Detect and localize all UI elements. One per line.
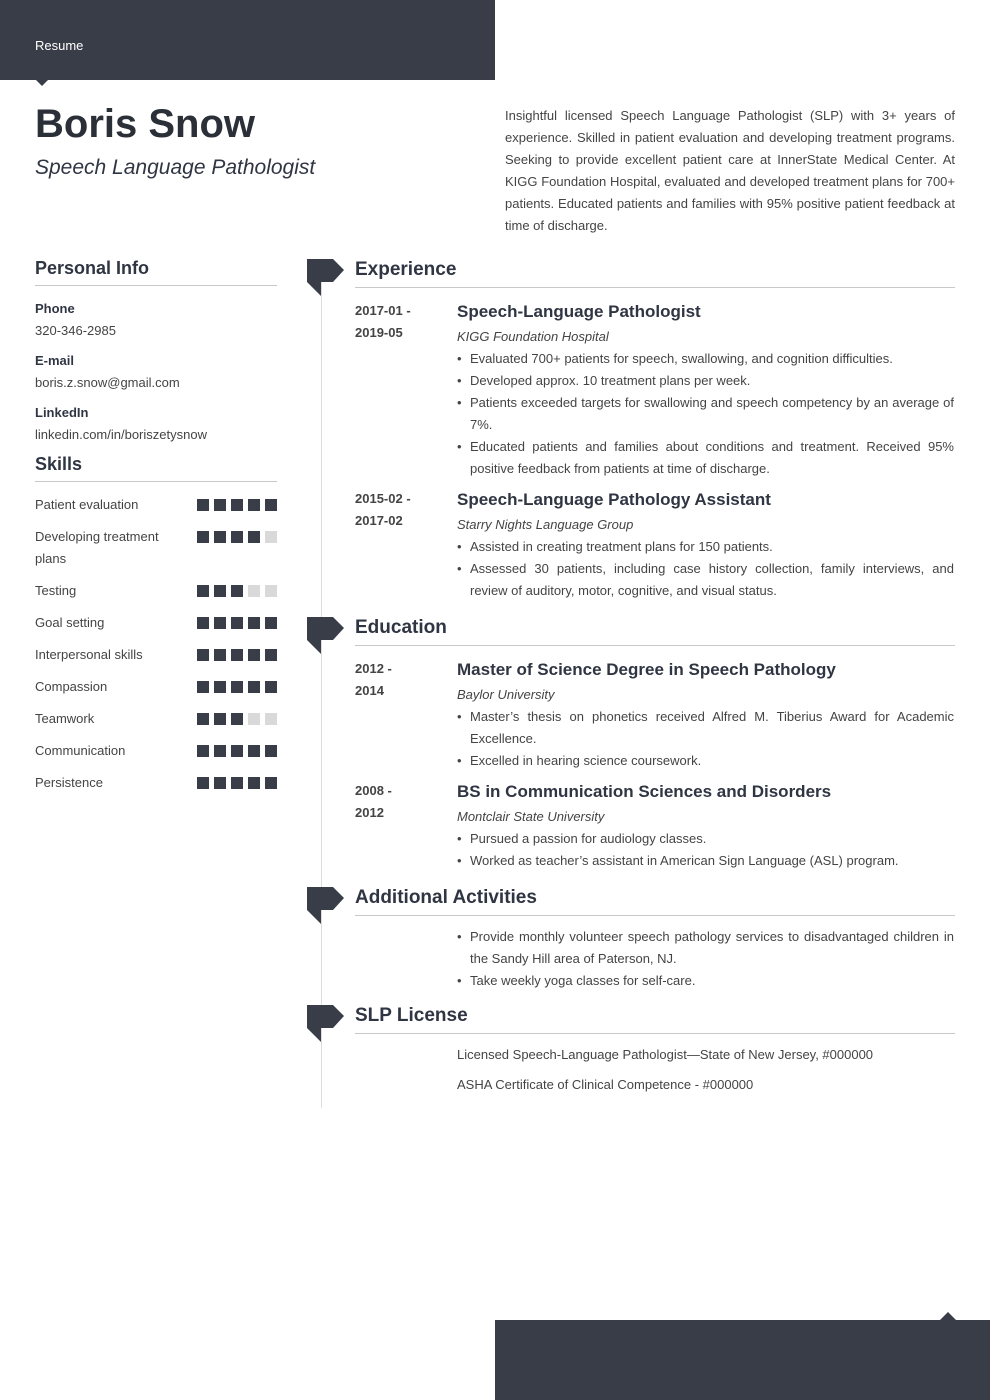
skill-row <box>35 772 277 794</box>
timeline-line <box>321 282 322 1108</box>
skill-level-meter <box>197 499 277 511</box>
entry-organization: Baylor University <box>457 687 555 702</box>
phone-label: Phone <box>35 301 75 316</box>
entry-title: Master of Science Degree in Speech Pathology <box>457 660 836 679</box>
skill-level-square <box>248 531 260 543</box>
bullet-item: • Excelled in hearing science coursework. <box>457 750 954 772</box>
skill-level-square <box>214 681 226 693</box>
education-entry <box>355 780 955 872</box>
skill-name: Interpersonal skills <box>35 647 143 662</box>
skill-level-square <box>231 777 243 789</box>
skill-level-square <box>248 777 260 789</box>
skill-row <box>35 526 277 570</box>
entry-organization: Montclair State University <box>457 809 605 824</box>
skill-row <box>35 644 277 666</box>
skill-name: Communication <box>35 743 126 758</box>
education-section <box>355 617 955 872</box>
skill-level-square <box>214 649 226 661</box>
linkedin-value: linkedin.com/in/boriszetysnow <box>35 427 207 442</box>
entry-title: Speech-Language Pathology Assistant <box>457 490 771 509</box>
skill-level-square <box>214 531 226 543</box>
bullet-item: • Take weekly yoga classes for self-care. <box>457 970 954 992</box>
skill-level-square <box>197 777 209 789</box>
skill-level-square <box>248 745 260 757</box>
bullet-item: • Pursued a passion for audiology classes. <box>457 828 954 850</box>
entry-bullets <box>457 828 954 872</box>
skill-row <box>35 740 277 762</box>
skills-list <box>35 494 277 794</box>
skill-level-meter <box>197 745 277 757</box>
bullet-item: • Provide monthly volunteer speech pathology services to disadvantaged children in the Sandy Hill area of Paterson, NJ. <box>457 926 954 970</box>
activities-heading: Additional Activities <box>355 887 955 916</box>
skill-name: Teamwork <box>35 711 95 726</box>
experience-entry <box>355 488 955 602</box>
skill-level-square <box>214 713 226 725</box>
skill-level-square <box>197 681 209 693</box>
skill-row <box>35 676 277 698</box>
date-start: 2012 - <box>355 661 392 676</box>
entry-bullets <box>457 348 954 480</box>
date-start: 2017-01 - <box>355 303 411 318</box>
skill-level-square <box>265 649 277 661</box>
education-heading: Education <box>355 617 955 646</box>
resume-label: Resume <box>35 38 84 53</box>
bullet-item: • Patients exceeded targets for swallowing and speech competency by an average of 7%. <box>457 392 954 436</box>
skill-level-square <box>231 681 243 693</box>
date-start: 2015-02 - <box>355 491 411 506</box>
skill-name: Developing treatment plans <box>35 529 159 566</box>
entry-date <box>355 780 445 824</box>
skill-level-square <box>231 713 243 725</box>
skill-level-square <box>231 745 243 757</box>
skill-level-square <box>197 585 209 597</box>
skill-level-square <box>265 713 277 725</box>
entry-title: Speech-Language Pathologist <box>457 302 701 321</box>
license-line: Licensed Speech-Language Pathologist—State of New Jersey, #000000 <box>457 1047 874 1062</box>
candidate-name: Boris Snow <box>35 102 256 146</box>
experience-flag-icon <box>307 259 344 299</box>
skill-level-meter <box>197 531 277 543</box>
license-flag-icon <box>307 1005 344 1045</box>
skill-level-meter <box>197 681 277 693</box>
skills-heading: Skills <box>35 454 277 482</box>
skill-level-square <box>231 499 243 511</box>
education-entry <box>355 658 955 772</box>
skill-level-square <box>265 681 277 693</box>
skill-level-square <box>197 745 209 757</box>
skill-level-square <box>231 617 243 629</box>
entry-date <box>355 658 445 702</box>
footer-band <box>495 1320 990 1400</box>
skill-name: Persistence <box>35 775 103 790</box>
entry-bullets <box>457 706 954 772</box>
skill-row <box>35 494 277 516</box>
skill-level-square <box>214 777 226 789</box>
entry-organization: KIGG Foundation Hospital <box>457 329 609 344</box>
license-heading: SLP License <box>355 1005 955 1034</box>
skill-level-square <box>214 499 226 511</box>
left-column <box>35 258 277 804</box>
bullet-item: • Worked as teacher’s assistant in American Sign Language (ASL) program. <box>457 850 954 872</box>
phone-value: 320-346-2985 <box>35 323 116 338</box>
skill-name: Testing <box>35 583 77 598</box>
skill-level-square <box>214 745 226 757</box>
skill-level-meter <box>197 585 277 597</box>
activities-bullets <box>457 926 954 992</box>
activities-section <box>355 887 955 992</box>
skill-level-square <box>197 531 209 543</box>
bullet-item: • Educated patients and families about conditions and treatment. Received 95% positive feedback from patients at time of discharge. <box>457 436 954 480</box>
skill-level-square <box>214 617 226 629</box>
education-flag-icon <box>307 617 344 657</box>
skill-level-square <box>197 649 209 661</box>
entry-title: BS in Communication Sciences and Disorders <box>457 782 832 801</box>
entry-date <box>355 300 445 344</box>
skill-level-square <box>214 585 226 597</box>
entry-date <box>355 488 445 532</box>
skill-level-square <box>265 617 277 629</box>
skill-level-square <box>197 499 209 511</box>
header-notch <box>34 78 50 86</box>
skill-name: Compassion <box>35 679 108 694</box>
skill-name: Goal setting <box>35 615 105 630</box>
skill-level-square <box>197 713 209 725</box>
skill-level-meter <box>197 617 277 629</box>
footer-notch <box>940 1312 956 1320</box>
summary: Insightful licensed Speech Language Pathologist (SLP) with 3+ years of experience. Skilled in patient evaluation and developing treatment programs. Seeking to provide excellent patient care at InnerState Medical Center. At KIGG Foundation Hospital, evaluated and developed treatment plans for 700+ patients. Educated patients and families with 95% positive patient feedback at time of discharge. <box>505 108 955 233</box>
skill-level-square <box>265 499 277 511</box>
date-end: 2014 <box>355 683 384 698</box>
experience-section <box>355 259 955 602</box>
skill-level-meter <box>197 777 277 789</box>
skill-row <box>35 612 277 634</box>
skill-level-meter <box>197 713 277 725</box>
activities-flag-icon <box>307 887 344 927</box>
skill-level-square <box>248 617 260 629</box>
skill-level-meter <box>197 649 277 661</box>
skill-row <box>35 708 277 730</box>
bullet-item: • Master’s thesis on phonetics received Alfred M. Tiberius Award for Academic Excellence. <box>457 706 954 750</box>
skill-level-square <box>248 649 260 661</box>
date-end: 2012 <box>355 805 384 820</box>
date-end: 2019-05 <box>355 325 403 340</box>
skill-level-square <box>248 499 260 511</box>
skill-level-square <box>231 531 243 543</box>
bullet-item: • Assessed 30 patients, including case history collection, family interviews, and review of auditory, motor, cognitive, and visual status. <box>457 558 954 602</box>
bullet-item: • Assisted in creating treatment plans for 150 patients. <box>457 536 954 558</box>
skill-level-square <box>265 777 277 789</box>
skill-level-square <box>265 531 277 543</box>
skill-name: Patient evaluation <box>35 497 139 512</box>
license-line: ASHA Certificate of Clinical Competence - #000000 <box>457 1077 754 1092</box>
skill-level-square <box>265 745 277 757</box>
skill-level-square <box>248 713 260 725</box>
bullet-item: • Evaluated 700+ patients for speech, swallowing, and cognition difficulties. <box>457 348 954 370</box>
skill-level-square <box>197 617 209 629</box>
experience-heading: Experience <box>355 259 955 288</box>
skill-level-square <box>265 585 277 597</box>
bullet-item: • Developed approx. 10 treatment plans per week. <box>457 370 954 392</box>
date-end: 2017-02 <box>355 513 403 528</box>
email-value: boris.z.snow@gmail.com <box>35 375 180 390</box>
entry-bullets <box>457 536 954 602</box>
skill-level-square <box>248 681 260 693</box>
skill-row <box>35 580 277 602</box>
license-section <box>355 1005 955 1104</box>
linkedin-label: LinkedIn <box>35 405 89 420</box>
candidate-job-title: Speech Language Pathologist <box>35 156 316 179</box>
email-label: E-mail <box>35 353 75 368</box>
date-start: 2008 - <box>355 783 392 798</box>
experience-entry <box>355 300 955 480</box>
entry-organization: Starry Nights Language Group <box>457 517 634 532</box>
skill-level-square <box>231 585 243 597</box>
skill-level-square <box>231 649 243 661</box>
skill-level-square <box>248 585 260 597</box>
header-band <box>0 0 495 80</box>
personal-info-heading: Personal Info <box>35 258 277 286</box>
